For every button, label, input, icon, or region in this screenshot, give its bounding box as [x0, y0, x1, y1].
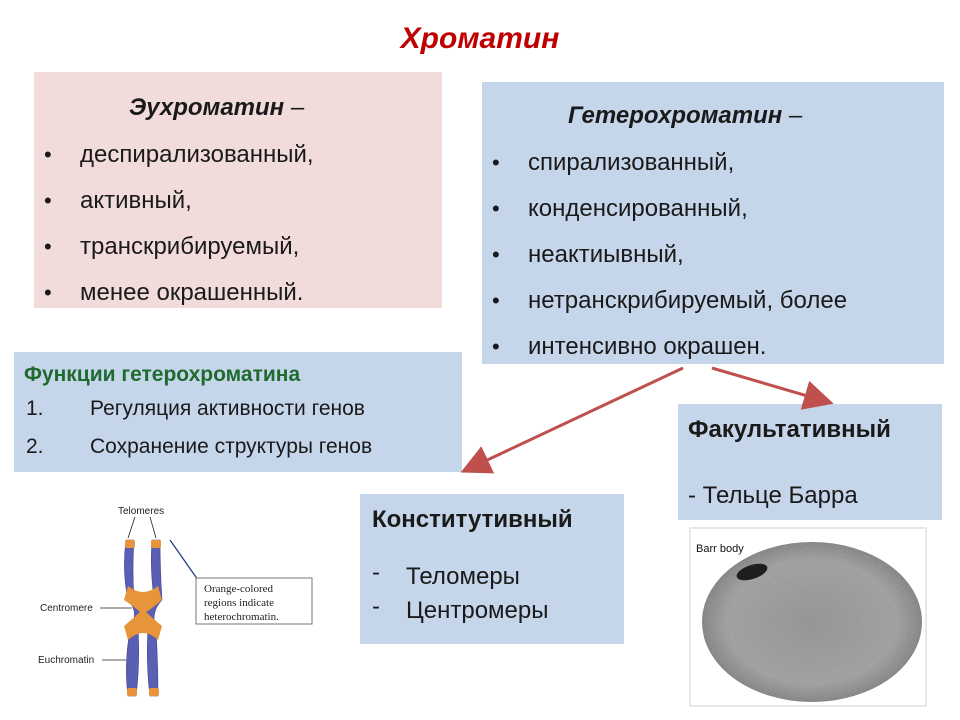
arrow-to-facultative [712, 368, 828, 402]
list-item-text: нетранскрибируемый, более [528, 287, 848, 314]
heterochromatin-heading-dash: – [788, 102, 803, 129]
dash-bullet-icon: - [372, 559, 380, 586]
callout-line: Orange-colored [204, 583, 274, 595]
list-item-text: деспирализованный, [80, 141, 314, 168]
bullet-icon: • [44, 234, 52, 259]
heterochromatin-tip-left [127, 688, 137, 696]
bullet-icon: • [44, 280, 52, 305]
euchromatin-heading-text: Эухроматин [129, 94, 285, 121]
dash-bullet-icon: - [372, 593, 380, 620]
euchromatin-heading-dash: – [290, 94, 305, 121]
list-item-text: активный, [80, 187, 192, 214]
centromere-region [124, 586, 162, 640]
facultative-title: Факультативный [688, 416, 891, 443]
callout-line: regions indicate [204, 597, 274, 609]
functions-title: Функции гетерохроматина [24, 363, 301, 386]
functions-item-text: Сохранение структуры генов [90, 435, 373, 458]
callout-pointer [170, 540, 198, 580]
facultative-note: - Тельце Барра [688, 482, 858, 509]
barr-body-micrograph [690, 528, 926, 706]
heterochromatin-heading-text: Гетерохроматин [568, 102, 783, 129]
bullet-icon: • [44, 188, 52, 213]
callout-line: heterochromatin. [204, 611, 279, 623]
list-item-text: конденсированный, [528, 195, 748, 222]
list-item-text: интенсивно окрашен. [528, 333, 767, 360]
bullet-icon: • [492, 150, 500, 175]
centromere-label: Centromere [40, 603, 93, 614]
constitutive-item-text: Центромеры [406, 597, 549, 624]
page-title: Хроматин [400, 22, 560, 55]
functions-item-number: 2. [26, 435, 44, 458]
list-item-text: неактиывный, [528, 241, 684, 268]
chromosome-figure [38, 506, 312, 696]
heterochromatin-cap-right [151, 540, 161, 548]
bullet-icon: • [492, 334, 500, 359]
list-item-text: транскрибируемый, [80, 233, 300, 260]
barr-body-label: Barr body [696, 543, 744, 555]
bullet-icon: • [44, 142, 52, 167]
list-item-text: спирализованный, [528, 149, 735, 176]
heterochromatin-cap-left [125, 540, 135, 548]
bullet-icon: • [492, 242, 500, 267]
bullet-icon: • [492, 196, 500, 221]
constitutive-item-text: Теломеры [406, 563, 520, 590]
telomeres-label: Telomeres [118, 506, 165, 517]
heterochromatin-tip-right [149, 688, 159, 696]
list-item-text: менее окрашенный. [80, 279, 304, 306]
arrow-to-constitutive [466, 368, 683, 470]
functions-item-number: 1. [26, 397, 44, 420]
bullet-icon: • [492, 288, 500, 313]
constitutive-title: Конститутивный [372, 506, 573, 533]
functions-item-text: Регуляция активности генов [90, 397, 365, 420]
euchromatin-figure-label: Euchromatin [38, 655, 95, 666]
